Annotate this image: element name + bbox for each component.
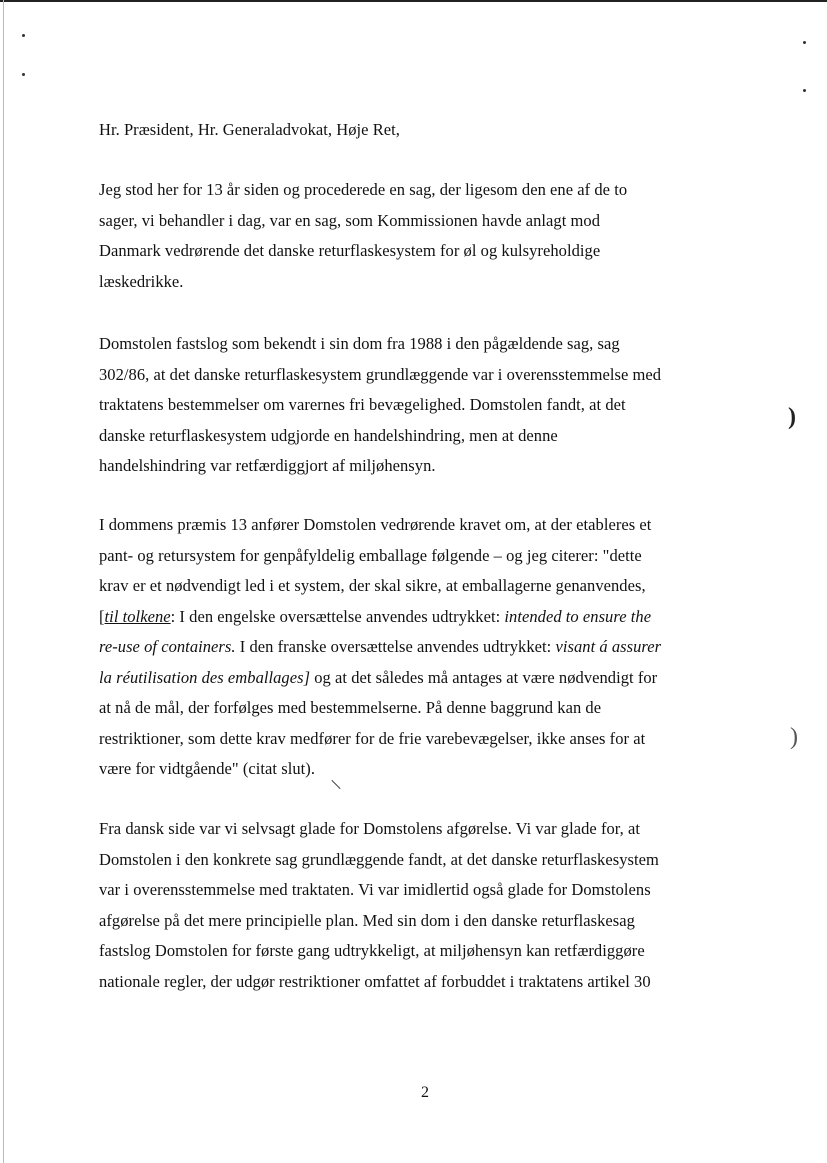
quote-text: og at det således må antages at være nødvendigt for	[310, 667, 658, 687]
paragraph-line: Jeg stod her for 13 år siden og procederede en sag, der ligesom den ene af de to	[99, 180, 628, 199]
paragraph-line: restriktioner, som dette krav medfører for de frie varebevægelser, ikke anses for at	[99, 728, 646, 748]
paragraph-line: danske returflaskesystem udgjorde en handelshindring, men at denne	[99, 425, 558, 445]
english-quote: intended to ensure the	[504, 606, 652, 626]
paragraph-line: krav er et nødvendigt led i et system, der skal sikre, at emballagerne genanvendes,	[99, 576, 646, 595]
margin-bracket-mark: )	[788, 404, 796, 430]
paragraph-line: Domstolen fastslog som bekendt i sin dom fra 1988 i den pågældende sag, sag	[99, 334, 620, 353]
page-left-edge	[3, 0, 4, 1163]
paragraph-line: nationale regler, der udgør restriktioner omfattet af forbuddet i traktatens artikel 30	[99, 971, 651, 991]
scan-speck	[22, 73, 25, 76]
page-top-edge	[0, 0, 827, 2]
paragraph-3	[99, 510, 759, 785]
paragraph-4	[99, 814, 759, 997]
margin-bracket-mark: )	[790, 724, 798, 750]
paragraph-line: traktatens bestemmelser om varernes fri bevægelighed. Domstolen fandt, at det	[99, 395, 626, 414]
paragraph-line: I dommens præmis 13 anfører Domstolen vedrørende kravet om, at der etableres et	[99, 515, 652, 534]
paragraph-line: Danmark vedrørende det danske returflaskesystem for øl og kulsyreholdige	[99, 241, 601, 260]
paragraph-2	[99, 329, 759, 482]
paragraph-line	[99, 602, 759, 633]
salutation-text: Hr. Præsident, Hr. Generaladvokat, Høje Ret,	[99, 120, 400, 139]
bracket-open: [	[99, 606, 105, 626]
page-number: 2	[421, 1084, 429, 1101]
paragraph-line: 302/86, at det danske returflaskesystem grundlæggende var i overensstemmelse med	[99, 364, 662, 384]
paragraph-line: læskedrikke.	[99, 271, 184, 291]
salutation	[99, 115, 759, 146]
scan-speck	[803, 41, 806, 44]
note-text: I den franske oversættelse anvendes udtrykket:	[235, 637, 556, 656]
french-quote: visant á assurer	[555, 637, 662, 656]
interpreter-note: til tolkene	[104, 606, 171, 626]
paragraph-line: at nå de mål, der forfølges med bestemmelserne. På denne baggrund kan de	[99, 698, 602, 717]
paragraph-line: være for vidtgående" (citat slut).	[99, 759, 315, 778]
english-quote-cont: re-use of containers.	[99, 637, 236, 656]
french-quote-cont: la réutilisation des emballages]	[99, 667, 311, 687]
paragraph-line: afgørelse på det mere principielle plan. Med sin dom i den danske returflaskesag	[99, 910, 635, 930]
paragraph-line: Fra dansk side var vi selvsagt glade for Domstolens afgørelse. Vi var glade for, at	[99, 819, 641, 838]
paragraph-line: sager, vi behandler i dag, var en sag, som Kommissionen havde anlagt mod	[99, 210, 601, 230]
paragraph-line	[99, 632, 759, 663]
paragraph-line	[99, 663, 759, 694]
scan-speck	[803, 89, 806, 92]
paragraph-line: Domstolen i den konkrete sag grundlæggende fandt, at det danske returflaskesystem	[99, 849, 659, 869]
paragraph-line: handelshindring var retfærdiggjort af miljøhensyn.	[99, 456, 436, 475]
paragraph-line: fastslog Domstolen for første gang udtrykkeligt, at miljøhensyn kan retfærdiggøre	[99, 941, 645, 960]
note-text: : I den engelske oversættelse anvendes udtrykket:	[170, 606, 505, 626]
paragraph-1	[99, 175, 759, 297]
paragraph-line: var i overensstemmelse med traktaten. Vi var imidlertid også glade for Domstolens	[99, 880, 651, 899]
scan-speck	[22, 34, 25, 37]
paragraph-line: pant- og retursystem for genpåfyldelig emballage følgende – og jeg citerer: "dette	[99, 545, 642, 565]
